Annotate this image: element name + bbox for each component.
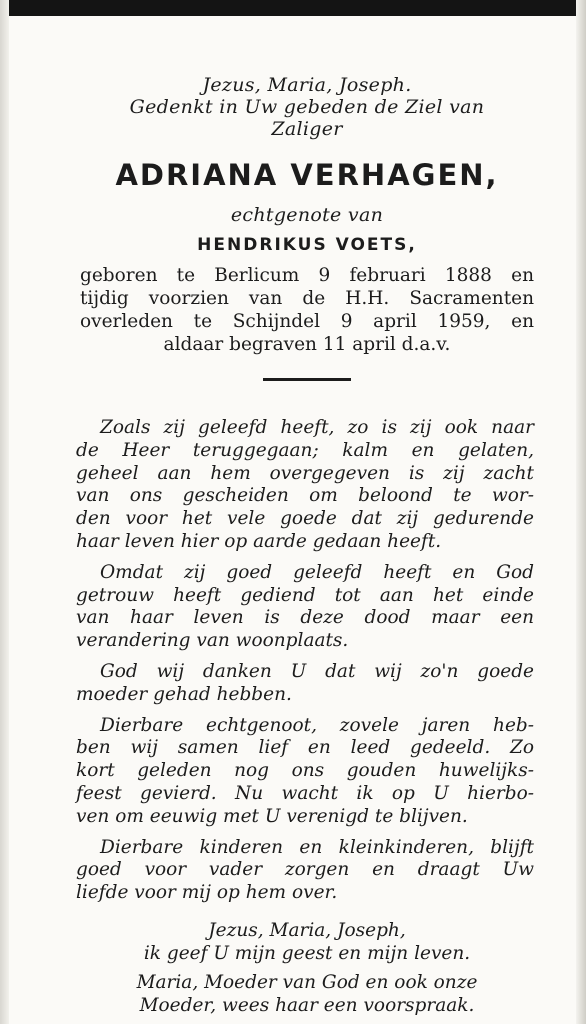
bio-line: aldaar begraven 11 april d.a.v. bbox=[163, 334, 451, 355]
closing-prayer-line: Maria, Moeder van God en ook onze bbox=[136, 971, 478, 993]
text-line: Omdat zij goed geleefd heeft en God bbox=[100, 561, 534, 583]
text-line: van haar leven is deze dood maar een bbox=[76, 607, 534, 629]
text-line: feest gevierd. Nu wacht ik op U hierbo- bbox=[76, 782, 534, 804]
text-line: verandering van woonplaats. bbox=[76, 630, 349, 652]
text-line: haar leven hier op aarde gedaan heeft. bbox=[76, 530, 442, 552]
text-line: moeder gehad hebben. bbox=[76, 683, 292, 705]
memorial-paragraph bbox=[76, 417, 534, 554]
invocation-line: Jezus, Maria, Joseph. bbox=[202, 74, 412, 96]
closing-prayer-line: Moeder, wees haar een voorspraak. bbox=[139, 994, 475, 1016]
spouse-name: HENDRIKUS VOETS, bbox=[197, 235, 417, 255]
closing-prayer-line: Jezus, Maria, Joseph, bbox=[208, 919, 406, 941]
text-line: van ons gescheiden om beloond te wor- bbox=[76, 485, 534, 507]
text-line: kort geleden nog ons gouden huwelijks- bbox=[76, 760, 534, 782]
text-line: ben wij samen lief en leed gedeeld. Zo bbox=[76, 737, 534, 759]
text-line: Dierbare echtgenoot, zovele jaren heb- bbox=[100, 714, 534, 736]
spouse-intro: echtgenote van bbox=[230, 204, 384, 226]
card-content bbox=[76, 70, 534, 1017]
text-line: den voor het vele goede dat zij gedurende bbox=[76, 508, 534, 530]
bio-line: tijdig voorzien van de H.H. Sacramenten bbox=[80, 288, 534, 309]
text-line: God wij danken U dat wij zo'n goede bbox=[100, 660, 534, 682]
card-left-edge bbox=[0, 0, 9, 1024]
text-line: ven om eeuwig met U verenigd te blijven. bbox=[76, 805, 468, 827]
memorial-text bbox=[76, 417, 534, 905]
text-line: goed voor vader zorgen en draagt Uw bbox=[76, 859, 534, 881]
card-right-edge bbox=[576, 0, 586, 1024]
deceased-name: ADRIANA VERHAGEN, bbox=[115, 158, 499, 192]
divider-rule bbox=[263, 378, 351, 381]
closing-prayer-line: ik geef U mijn geest en mijn leven. bbox=[143, 942, 471, 964]
memorial-paragraph bbox=[76, 562, 534, 653]
memorial-paragraph bbox=[76, 661, 534, 707]
text-line: de Heer teruggegaan; kalm en gelaten, bbox=[76, 439, 534, 461]
text-line: geheel aan hem overgegeven is zij zacht bbox=[76, 462, 534, 484]
scan-top-edge bbox=[0, 0, 586, 16]
bio-line: overleden te Schijndel 9 april 1959, en bbox=[80, 311, 534, 332]
memorial-paragraph bbox=[76, 715, 534, 829]
bio-line: geboren te Berlicum 9 februari 1888 en bbox=[80, 265, 534, 286]
text-line: liefde voor mij op hem over. bbox=[76, 882, 338, 904]
text-line: Dierbare kinderen en kleinkinderen, blijft bbox=[100, 836, 534, 858]
text-line: getrouw heeft gediend tot aan het einde bbox=[76, 584, 534, 606]
zaliger-line: Zaliger bbox=[271, 118, 343, 140]
text-line: Zoals zij geleefd heeft, zo is zij ook naar bbox=[100, 417, 534, 438]
biography bbox=[80, 264, 534, 356]
memorial-paragraph bbox=[76, 837, 534, 905]
closing-prayers bbox=[80, 919, 534, 1017]
prayer-request-line: Gedenkt in Uw gebeden de Ziel van bbox=[129, 96, 485, 118]
